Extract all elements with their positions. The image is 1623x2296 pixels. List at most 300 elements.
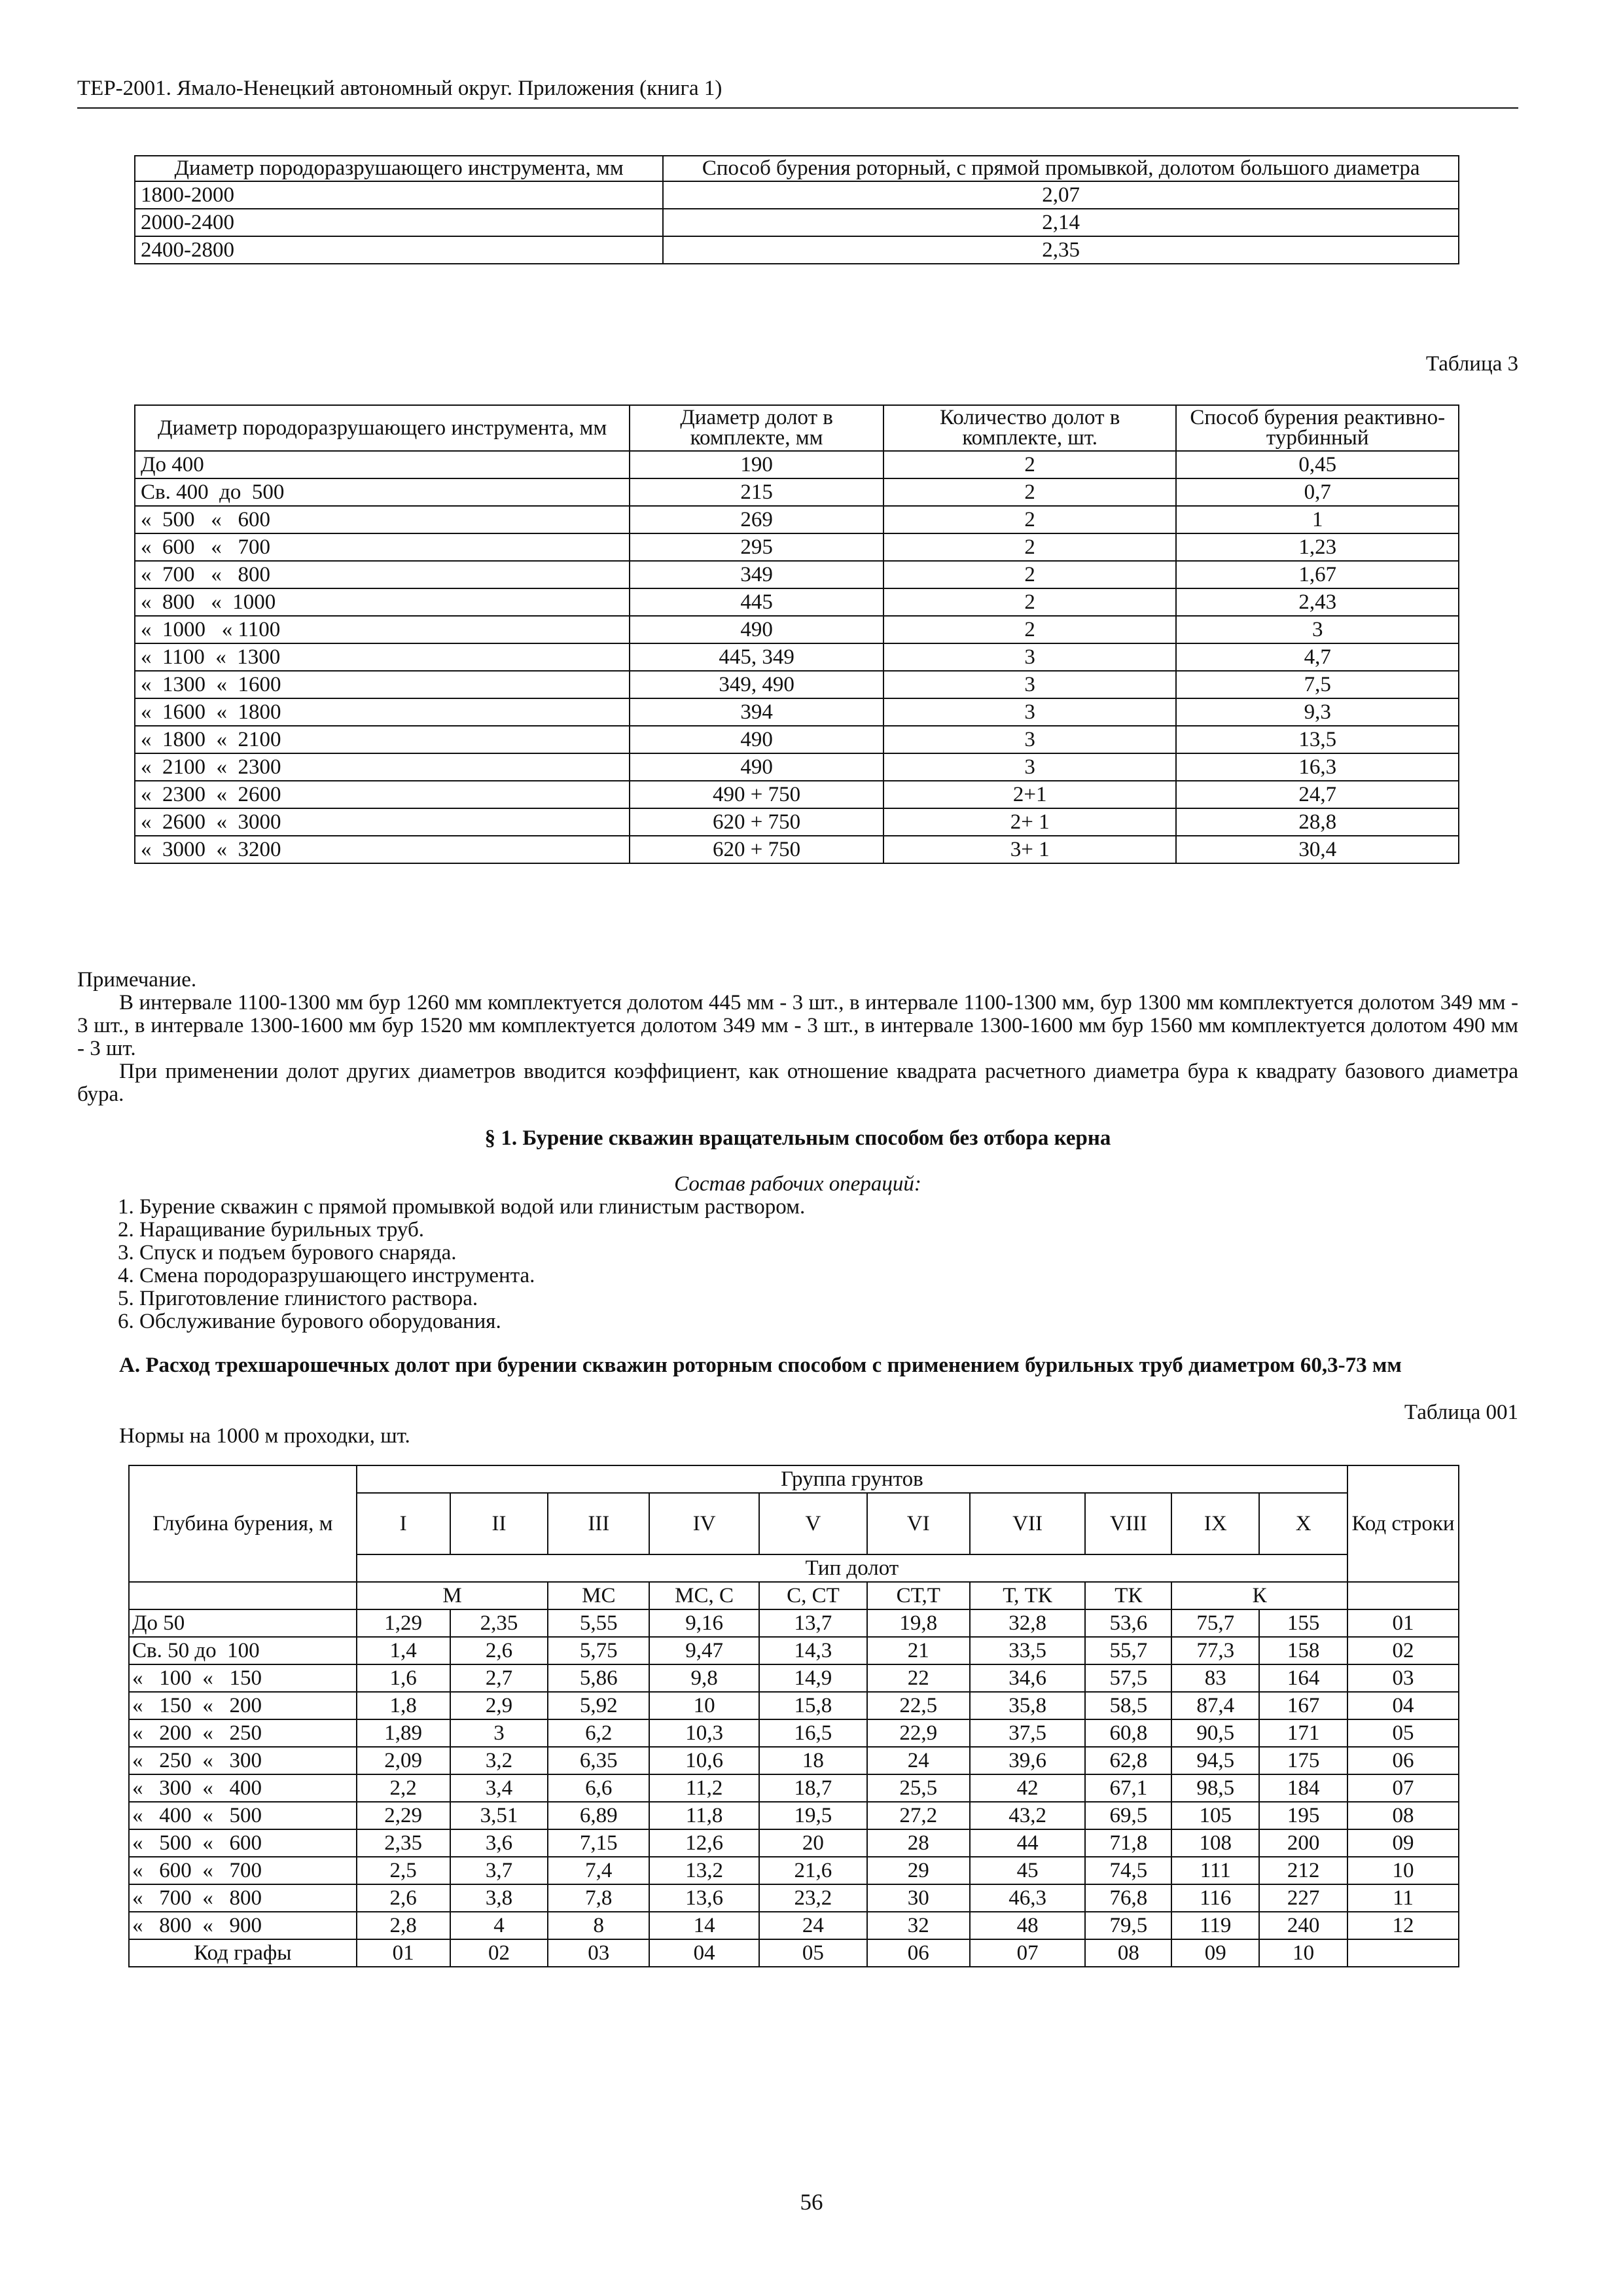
table001-value-cell: 87,4 (1171, 1692, 1259, 1719)
table001-value-cell: 8 (548, 1912, 649, 1939)
table001-value-cell: 2,9 (450, 1692, 548, 1719)
table3-cell-text: 0,45 (1298, 453, 1337, 476)
table001-value-cell: 2,2 (357, 1774, 450, 1802)
table3-cell-text: 620 + 750 (713, 810, 801, 834)
table001-value-cell: 18 (759, 1747, 867, 1774)
table-row (129, 1884, 1459, 1912)
table001-header-row-code: Код строки (1347, 1465, 1459, 1582)
table3-cell (883, 726, 1177, 753)
table001-footer-label: Код графы (129, 1939, 357, 1967)
table3-cell (1176, 588, 1459, 616)
table001-depth-cell (129, 1719, 357, 1747)
table001-value-cell: 53,6 (1085, 1609, 1171, 1637)
table001-value-cell: 2,6 (450, 1637, 548, 1664)
table3-cell (135, 506, 630, 533)
table001-depth-cell (129, 1609, 357, 1637)
table001-value-cell: 2,6 (357, 1884, 450, 1912)
table3-cell-text: 490 (740, 728, 773, 751)
table3-cell (630, 808, 883, 836)
table001-value-cell: 48 (970, 1912, 1086, 1939)
table3-cell (883, 478, 1177, 506)
table001-value-cell: 57,5 (1085, 1664, 1171, 1692)
table001-depth-text: « 250 « 300 (132, 1749, 262, 1772)
table3-cell (1176, 726, 1459, 753)
table001-value-cell: 75,7 (1171, 1609, 1259, 1637)
table3-cell-text: 13,5 (1298, 728, 1337, 751)
table3-cell-text: Св. 400 до 500 (141, 480, 285, 504)
table3-cell-text: 490 (740, 618, 773, 641)
table001-column-code: 06 (867, 1939, 970, 1967)
table001-value-cell: 44 (970, 1829, 1086, 1857)
table3-cell-text: « 1600 « 1800 (141, 700, 281, 724)
table001-group-cell: VIII (1085, 1493, 1171, 1554)
table001-column-code: 03 (548, 1939, 649, 1967)
table001-depth-text: « 200 « 250 (132, 1721, 262, 1745)
table3-cell-text: 490 (740, 755, 773, 779)
table001-value-cell: 175 (1259, 1747, 1347, 1774)
table-row (135, 726, 1459, 753)
table-row (129, 1829, 1459, 1857)
table-row (135, 478, 1459, 506)
table001-code-cell: 11 (1347, 1884, 1459, 1912)
table3-cell (630, 478, 883, 506)
table001-value-cell: 71,8 (1085, 1829, 1171, 1857)
table3-cell-text: 24,7 (1298, 783, 1337, 806)
table001-column-code: 09 (1171, 1939, 1259, 1967)
table001-code-cell: 07 (1347, 1774, 1459, 1802)
table3-cell (630, 561, 883, 588)
section-title: § 1. Бурение скважин вращательным способом без отбора керна (484, 1126, 1111, 1150)
table001-caption: Таблица 001 (1404, 1401, 1518, 1424)
table001-group-cell: I (357, 1493, 450, 1554)
table001-value-cell: 35,8 (970, 1692, 1086, 1719)
top-table-header-diameter: Диаметр породоразрушающего инструмента, мм (135, 156, 663, 181)
table001-footer-row (129, 1939, 1459, 1967)
page-number: 56 (800, 2189, 823, 2215)
table001-code-cell: 05 (1347, 1719, 1459, 1747)
table001-value-cell: 77,3 (1171, 1637, 1259, 1664)
table-row (129, 1609, 1459, 1637)
table001-depth-cell (129, 1637, 357, 1664)
operation-item: 3. Спуск и подъем бурового снаряда. (118, 1241, 457, 1265)
table3-cell (883, 588, 1177, 616)
table001-group-cell: IX (1171, 1493, 1259, 1554)
table001-value-cell: 14 (649, 1912, 759, 1939)
table3-cell-text: 190 (740, 453, 773, 476)
table001-value-cell: 195 (1259, 1802, 1347, 1829)
table3-cell (630, 533, 883, 561)
table3-cell (135, 836, 630, 863)
table3-cell-text: 215 (740, 480, 773, 504)
table001-depth-cell (129, 1664, 357, 1692)
table001-value-cell: 32,8 (970, 1609, 1086, 1637)
table3-cell-text: 28,8 (1298, 810, 1337, 834)
table3-cell-text: 3 (1024, 728, 1035, 751)
table001-column-code: 02 (450, 1939, 548, 1967)
table001-value-cell: 119 (1171, 1912, 1259, 1939)
table3-cell (1176, 478, 1459, 506)
table-row (135, 451, 1459, 478)
table001-value-cell: 14,3 (759, 1637, 867, 1664)
table001-value-cell: 10,3 (649, 1719, 759, 1747)
table-3 (134, 404, 1459, 864)
table001-value-cell: 9,16 (649, 1609, 759, 1637)
table3-cell (883, 698, 1177, 726)
table3-cell-text: 2 (1024, 480, 1035, 504)
table001-value-cell: 22,5 (867, 1692, 970, 1719)
table001-value-cell: 3 (450, 1719, 548, 1747)
table3-cell (135, 588, 630, 616)
table3-cell-text: « 3000 « 3200 (141, 838, 281, 861)
table001-code-cell: 02 (1347, 1637, 1459, 1664)
table001-depth-text: « 700 « 800 (132, 1886, 262, 1910)
top-table-cell: 2000-2400 (135, 209, 663, 236)
table001-value-cell: 94,5 (1171, 1747, 1259, 1774)
table3-cell (883, 808, 1177, 836)
table3-cell-text: До 400 (141, 453, 204, 476)
table001-value-cell: 37,5 (970, 1719, 1086, 1747)
table001-value-cell: 5,75 (548, 1637, 649, 1664)
table001-value-cell: 1,29 (357, 1609, 450, 1637)
table3-cell-text: 2 (1024, 535, 1035, 559)
table3-cell (630, 781, 883, 808)
table3-cell-text: « 600 « 700 (141, 535, 270, 559)
table001-value-cell: 22 (867, 1664, 970, 1692)
table001-value-cell: 212 (1259, 1857, 1347, 1884)
table-row (129, 1692, 1459, 1719)
table001-value-cell: 7,15 (548, 1829, 649, 1857)
table001-value-cell: 158 (1259, 1637, 1347, 1664)
table001-code-cell: 10 (1347, 1857, 1459, 1884)
table001-value-cell: 10 (649, 1692, 759, 1719)
table3-cell-text: 2,43 (1298, 590, 1337, 614)
table001-value-cell: 43,2 (970, 1802, 1086, 1829)
table001-depth-text: « 500 « 600 (132, 1831, 262, 1855)
table001-depth-cell (129, 1857, 357, 1884)
table001-value-cell: 74,5 (1085, 1857, 1171, 1884)
table3-cell-text: 394 (740, 700, 773, 724)
table001-value-cell: 2,35 (357, 1829, 450, 1857)
table3-cell-text: « 1100 « 1300 (141, 645, 281, 669)
table001-value-cell: 15,8 (759, 1692, 867, 1719)
table001-value-cell: 3,2 (450, 1747, 548, 1774)
table001-value-cell: 33,5 (970, 1637, 1086, 1664)
table-row (135, 808, 1459, 836)
table001-blank-cell (1347, 1939, 1459, 1967)
note-paragraph-1: В интервале 1100-1300 мм бур 1260 мм комплектуется долотом 445 мм - 3 шт., в интервале 1100-1300 мм, бур 1300 мм комплектуется долотом 349 мм - 3 шт., в интервале 1300-1600 мм бур 1520 мм комплектуется долотом 349 мм - 3 шт., в интервале 1300-1600 мм бур 1560 мм комплектуется долотом 490 мм - 3 шт. (77, 991, 1518, 1060)
table001-code-cell: 03 (1347, 1664, 1459, 1692)
table001-value-cell: 25,5 (867, 1774, 970, 1802)
table3-header-diameter: Диаметр породоразрушающего инструмента, мм (135, 405, 630, 451)
running-header: ТЕР-2001. Ямало-Ненецкий автономный округ. Приложения (книга 1) (77, 73, 1518, 109)
table3-cell-text: 2 (1024, 453, 1035, 476)
table-row (135, 698, 1459, 726)
note-title: Примечание. (77, 968, 197, 992)
table3-cell-text: 3 (1024, 755, 1035, 779)
table001-depth-cell (129, 1774, 357, 1802)
table001-value-cell: 2,09 (357, 1747, 450, 1774)
table3-cell-text: « 2300 « 2600 (141, 783, 281, 806)
table3-cell (630, 671, 883, 698)
table001-value-cell: 21,6 (759, 1857, 867, 1884)
table001-type-cell: МС (548, 1582, 649, 1609)
table001-value-cell: 9,47 (649, 1637, 759, 1664)
table001-value-cell: 155 (1259, 1609, 1347, 1637)
table001-value-cell: 6,89 (548, 1802, 649, 1829)
table001-value-cell: 108 (1171, 1829, 1259, 1857)
table3-cell-text: 349, 490 (719, 673, 794, 696)
table001-value-cell: 67,1 (1085, 1774, 1171, 1802)
table001-value-cell: 1,6 (357, 1664, 450, 1692)
table001-group-cell: X (1259, 1493, 1347, 1554)
table3-cell (1176, 781, 1459, 808)
operations-title: Состав рабочих операций: (674, 1172, 921, 1196)
operation-item: 2. Наращивание бурильных труб. (118, 1218, 424, 1242)
table001-value-cell: 227 (1259, 1884, 1347, 1912)
table001-value-cell: 90,5 (1171, 1719, 1259, 1747)
table001-column-code: 08 (1085, 1939, 1171, 1967)
table001-code-cell: 12 (1347, 1912, 1459, 1939)
table3-cell-text: 3+ 1 (1010, 838, 1050, 861)
table001-value-cell: 7,4 (548, 1857, 649, 1884)
table001-value-cell: 7,8 (548, 1884, 649, 1912)
table001-type-cell: Т, ТК (970, 1582, 1086, 1609)
table3-cell (1176, 506, 1459, 533)
table3-cell (630, 836, 883, 863)
table001-code-cell: 06 (1347, 1747, 1459, 1774)
table3-cell-text: 620 + 750 (713, 838, 801, 861)
table001-code-cell: 04 (1347, 1692, 1459, 1719)
top-table-cell: 2,07 (663, 181, 1459, 209)
table001-value-cell: 60,8 (1085, 1719, 1171, 1747)
table001-value-cell: 24 (759, 1912, 867, 1939)
table3-cell-text: 269 (740, 508, 773, 531)
table3-cell-text: « 800 « 1000 (141, 590, 276, 614)
table3-cell (883, 561, 1177, 588)
table001-value-cell: 10,6 (649, 1747, 759, 1774)
table001-value-cell: 6,35 (548, 1747, 649, 1774)
table001-value-cell: 19,8 (867, 1609, 970, 1637)
table001-value-cell: 3,7 (450, 1857, 548, 1884)
table001-value-cell: 62,8 (1085, 1747, 1171, 1774)
table001-value-cell: 76,8 (1085, 1884, 1171, 1912)
table001-value-cell: 164 (1259, 1664, 1347, 1692)
table3-cell (630, 616, 883, 643)
table001-value-cell: 2,29 (357, 1802, 450, 1829)
table3-cell (883, 616, 1177, 643)
norms-label: Нормы на 1000 м проходки, шт. (119, 1424, 410, 1448)
table001-value-cell: 29 (867, 1857, 970, 1884)
table001-value-cell: 5,55 (548, 1609, 649, 1637)
table3-cell (630, 588, 883, 616)
table3-cell (630, 643, 883, 671)
table001-type-cell: К (1171, 1582, 1347, 1609)
table3-cell (135, 781, 630, 808)
table001-type-cell: М (357, 1582, 548, 1609)
table3-cell-text: 445 (740, 590, 773, 614)
table001-value-cell: 111 (1171, 1857, 1259, 1884)
table-row (129, 1637, 1459, 1664)
table-row (129, 1857, 1459, 1884)
table001-value-cell: 1,89 (357, 1719, 450, 1747)
table001-header-group: Группа грунтов (357, 1465, 1347, 1493)
table001-value-cell: 6,2 (548, 1719, 649, 1747)
table001-blank-cell (1347, 1582, 1459, 1609)
top-table-header-method: Способ бурения роторный, с прямой промывкой, долотом большого диаметра (663, 156, 1459, 181)
table001-value-cell: 16,5 (759, 1719, 867, 1747)
table001-value-cell: 5,92 (548, 1692, 649, 1719)
table3-cell (1176, 753, 1459, 781)
table001-type-cell: СТ,Т (867, 1582, 970, 1609)
table-row (135, 506, 1459, 533)
table3-cell-text: « 2600 « 3000 (141, 810, 281, 834)
table3-cell-text: 2 (1024, 618, 1035, 641)
table3-header-bit-count: Количество долот в комплекте, шт. (883, 405, 1177, 451)
table3-cell-text: 490 + 750 (713, 783, 801, 806)
table-row (135, 671, 1459, 698)
note-paragraph-2: При применении долот других диаметров вводится коэффициент, как отношение квадрата расчетного диаметра бура к квадрату базового диаметра бура. (77, 1060, 1518, 1106)
table3-cell-text: 4,7 (1304, 645, 1331, 669)
table001-code-cell: 01 (1347, 1609, 1459, 1637)
table001-value-cell: 58,5 (1085, 1692, 1171, 1719)
table3-cell (883, 451, 1177, 478)
table3-cell-text: 2 (1024, 508, 1035, 531)
table001-value-cell: 1,8 (357, 1692, 450, 1719)
table-row (135, 781, 1459, 808)
table3-cell (135, 808, 630, 836)
table001-value-cell: 9,8 (649, 1664, 759, 1692)
table001-depth-cell (129, 1912, 357, 1939)
table001-value-cell: 167 (1259, 1692, 1347, 1719)
table001-value-cell: 2,35 (450, 1609, 548, 1637)
table001-column-code: 04 (649, 1939, 759, 1967)
table3-cell-text: 2 (1024, 590, 1035, 614)
table001-group-cell: V (759, 1493, 867, 1554)
table3-caption: Таблица 3 (1425, 352, 1518, 376)
table3-cell-text: « 1800 « 2100 (141, 728, 281, 751)
table001-group-cell: VII (970, 1493, 1086, 1554)
table001-value-cell: 19,5 (759, 1802, 867, 1829)
table3-cell (1176, 561, 1459, 588)
table3-cell (883, 506, 1177, 533)
table3-cell (1176, 643, 1459, 671)
table3-cell-text: 1,67 (1298, 563, 1337, 586)
table001-value-cell: 1,4 (357, 1637, 450, 1664)
table-row (129, 1719, 1459, 1747)
table001-value-cell: 11,8 (649, 1802, 759, 1829)
table001-value-cell: 18,7 (759, 1774, 867, 1802)
table3-cell (883, 781, 1177, 808)
top-table-cell: 2,35 (663, 236, 1459, 264)
top-table-cell: 2400-2800 (135, 236, 663, 264)
table001-depth-text: « 600 « 700 (132, 1859, 262, 1882)
table3-cell (1176, 836, 1459, 863)
table3-cell (883, 643, 1177, 671)
table3-cell-text: « 700 « 800 (141, 563, 270, 586)
table001-depth-cell (129, 1692, 357, 1719)
table-001 (128, 1465, 1459, 1967)
table001-value-cell: 32 (867, 1912, 970, 1939)
table001-depth-text: « 800 « 900 (132, 1914, 262, 1937)
table3-cell-text: 1 (1311, 508, 1323, 531)
table001-depth-cell (129, 1884, 357, 1912)
table001-value-cell: 20 (759, 1829, 867, 1857)
table3-cell (135, 533, 630, 561)
table001-value-cell: 30 (867, 1884, 970, 1912)
table3-cell (1176, 808, 1459, 836)
table3-cell (1176, 616, 1459, 643)
table001-blank-cell (129, 1582, 357, 1609)
table001-value-cell: 39,6 (970, 1747, 1086, 1774)
table001-depth-text: Св. 50 до 100 (132, 1639, 260, 1662)
table-row (135, 561, 1459, 588)
table001-group-cell: II (450, 1493, 548, 1554)
table3-cell-text: « 1300 « 1600 (141, 673, 281, 696)
table-row (129, 1802, 1459, 1829)
table001-header-bit-type: Тип долот (357, 1554, 1347, 1582)
table001-column-code: 05 (759, 1939, 867, 1967)
table001-value-cell: 3,51 (450, 1802, 548, 1829)
table001-value-cell: 21 (867, 1637, 970, 1664)
table001-value-cell: 14,9 (759, 1664, 867, 1692)
table001-value-cell: 46,3 (970, 1884, 1086, 1912)
table-row (135, 643, 1459, 671)
table001-value-cell: 55,7 (1085, 1637, 1171, 1664)
table001-type-cell: С, СТ (759, 1582, 867, 1609)
table001-value-cell: 4 (450, 1912, 548, 1939)
table001-value-cell: 13,7 (759, 1609, 867, 1637)
operation-item: 6. Обслуживание бурового оборудования. (118, 1310, 501, 1333)
table-row (129, 1664, 1459, 1692)
table3-cell (630, 451, 883, 478)
table001-value-cell: 12,6 (649, 1829, 759, 1857)
table001-depth-text: « 100 « 150 (132, 1666, 262, 1690)
table3-cell (630, 726, 883, 753)
table3-cell-text: 3 (1024, 673, 1035, 696)
table001-depth-text: « 150 « 200 (132, 1694, 262, 1717)
table3-cell-text: 445, 349 (719, 645, 794, 669)
table001-group-cell: III (548, 1493, 649, 1554)
table001-value-cell: 23,2 (759, 1884, 867, 1912)
table-row (129, 1747, 1459, 1774)
table001-value-cell: 34,6 (970, 1664, 1086, 1692)
table-row (135, 616, 1459, 643)
table001-depth-text: « 300 « 400 (132, 1776, 262, 1800)
operations-list (77, 1196, 1518, 1333)
table3-cell (135, 671, 630, 698)
table3-cell (1176, 451, 1459, 478)
table3-cell (135, 726, 630, 753)
table3-cell (883, 533, 1177, 561)
table3-cell-text: 7,5 (1304, 673, 1331, 696)
table001-column-code: 01 (357, 1939, 450, 1967)
table001-value-cell: 13,6 (649, 1884, 759, 1912)
table001-value-cell: 83 (1171, 1664, 1259, 1692)
table3-cell (135, 698, 630, 726)
table001-value-cell: 105 (1171, 1802, 1259, 1829)
table3-cell (630, 506, 883, 533)
top-table-cell: 2,14 (663, 209, 1459, 236)
table001-depth-cell (129, 1829, 357, 1857)
table3-cell (1176, 533, 1459, 561)
table3-cell-text: 3 (1311, 618, 1323, 641)
table-row (135, 753, 1459, 781)
table001-value-cell: 3,4 (450, 1774, 548, 1802)
table-row (129, 1774, 1459, 1802)
table001-depth-text: До 50 (132, 1611, 185, 1635)
table3-cell-text: 2+ 1 (1010, 810, 1050, 834)
table001-group-cell: IV (649, 1493, 759, 1554)
